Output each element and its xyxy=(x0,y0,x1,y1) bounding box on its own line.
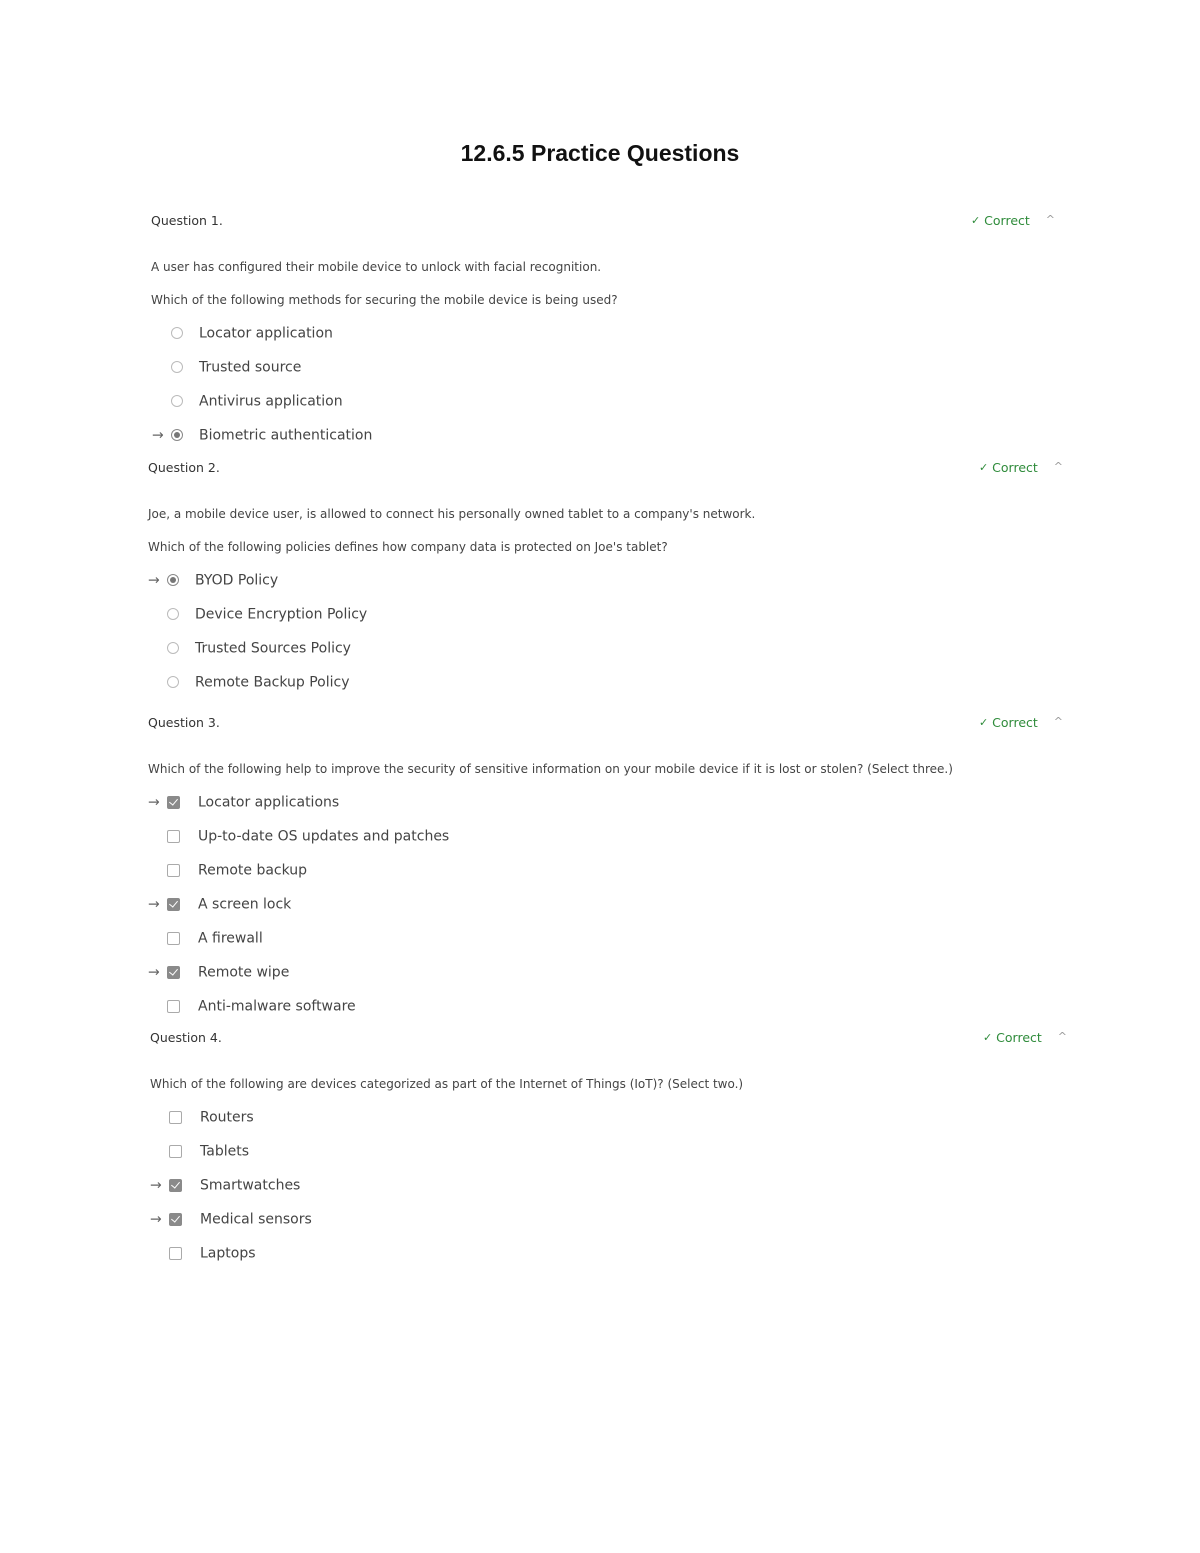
checkbox[interactable] xyxy=(167,864,180,877)
status-label: Correct xyxy=(992,460,1038,475)
question-prompt: Which of the following methods for securing the mobile device is being used? xyxy=(151,293,618,307)
answer-options xyxy=(150,1101,1060,1271)
question-text: A user has configured their mobile device to unlock with facial recognition. xyxy=(151,260,602,274)
chevron-up-icon: ^ xyxy=(1057,1030,1067,1043)
option-label: Biometric authentication xyxy=(199,427,373,444)
checkbox[interactable] xyxy=(167,932,180,945)
check-icon: ✓ xyxy=(982,1031,993,1044)
answer-option[interactable] xyxy=(148,888,1058,922)
arrow-right-icon: → xyxy=(150,1177,162,1194)
option-label: Tablets xyxy=(200,1143,249,1160)
checkbox[interactable] xyxy=(167,1000,180,1013)
option-label: Locator application xyxy=(199,325,333,342)
radio-button[interactable] xyxy=(171,361,183,373)
answer-options xyxy=(148,564,1058,700)
option-label: Anti-malware software xyxy=(198,998,356,1015)
check-icon: ✓ xyxy=(978,716,989,729)
radio-button[interactable] xyxy=(171,327,183,339)
answer-option[interactable] xyxy=(150,1169,1060,1203)
question-number: Question 2. xyxy=(148,460,220,475)
option-label: Remote Backup Policy xyxy=(195,674,350,691)
option-label: BYOD Policy xyxy=(195,572,279,589)
question-status-toggle[interactable] xyxy=(983,1030,1067,1045)
answer-option[interactable] xyxy=(148,598,1058,632)
chevron-up-icon: ^ xyxy=(1053,715,1063,728)
answer-option[interactable] xyxy=(150,1203,1060,1237)
question-status-toggle[interactable] xyxy=(979,460,1063,475)
option-label: Trusted source xyxy=(199,359,302,376)
chevron-up-icon: ^ xyxy=(1053,460,1063,473)
question-header xyxy=(151,213,1061,233)
radio-button[interactable] xyxy=(167,676,179,688)
question-number: Question 4. xyxy=(150,1030,222,1045)
option-label: Smartwatches xyxy=(200,1177,301,1194)
answer-option[interactable] xyxy=(148,922,1058,956)
page-title: 12.6.5 Practice Questions xyxy=(460,140,740,166)
question-status-toggle[interactable] xyxy=(971,213,1055,228)
arrow-right-icon: → xyxy=(148,896,160,913)
status-label: Correct xyxy=(984,213,1030,228)
checkbox[interactable] xyxy=(167,898,180,911)
checkbox[interactable] xyxy=(169,1247,182,1260)
answer-option[interactable] xyxy=(150,1101,1060,1135)
arrow-right-icon: → xyxy=(148,572,160,589)
answer-option[interactable] xyxy=(152,385,1062,419)
radio-button[interactable] xyxy=(167,574,179,586)
option-label: Laptops xyxy=(200,1245,256,1262)
option-label: A firewall xyxy=(198,930,263,947)
checkbox[interactable] xyxy=(169,1179,182,1192)
question-prompt: Which of the following are devices categorized as part of the Internet of Things (IoT)? (Select two.) xyxy=(150,1077,744,1091)
check-icon: ✓ xyxy=(970,214,981,227)
checkbox[interactable] xyxy=(167,830,180,843)
option-label: Remote backup xyxy=(198,862,308,879)
option-label: Device Encryption Policy xyxy=(195,606,368,623)
question-header xyxy=(148,715,1063,735)
answer-option[interactable] xyxy=(148,820,1058,854)
question-status-toggle[interactable] xyxy=(979,715,1063,730)
answer-option[interactable] xyxy=(148,956,1058,990)
checkbox[interactable] xyxy=(169,1111,182,1124)
checkbox[interactable] xyxy=(169,1145,182,1158)
chevron-up-icon: ^ xyxy=(1045,213,1055,226)
question-1 xyxy=(151,213,1061,453)
arrow-right-icon: → xyxy=(148,794,160,811)
radio-button[interactable] xyxy=(167,642,179,654)
question-4 xyxy=(150,1030,1067,1271)
option-label: A screen lock xyxy=(198,896,292,913)
answer-options xyxy=(152,317,1062,453)
question-number: Question 3. xyxy=(148,715,220,730)
answer-option[interactable] xyxy=(148,632,1058,666)
answer-option[interactable] xyxy=(152,351,1062,385)
answer-option[interactable] xyxy=(148,786,1058,820)
answer-option[interactable] xyxy=(148,666,1058,700)
option-label: Routers xyxy=(200,1109,254,1126)
option-label: Antivirus application xyxy=(199,393,343,410)
option-label: Up-to-date OS updates and patches xyxy=(198,828,450,845)
checkbox[interactable] xyxy=(167,966,180,979)
status-label: Correct xyxy=(992,715,1038,730)
answer-option[interactable] xyxy=(148,854,1058,888)
answer-option[interactable] xyxy=(150,1237,1060,1271)
status-label: Correct xyxy=(996,1030,1042,1045)
answer-option[interactable] xyxy=(148,564,1058,598)
option-label: Locator applications xyxy=(198,794,340,811)
option-label: Medical sensors xyxy=(200,1211,312,1228)
question-prompt: Which of the following help to improve the security of sensitive information on your mobile device if it is lost or stolen? (Select three.) xyxy=(148,762,953,776)
arrow-right-icon: → xyxy=(150,1211,162,1228)
arrow-right-icon: → xyxy=(152,427,164,444)
radio-button[interactable] xyxy=(167,608,179,620)
answer-option[interactable] xyxy=(152,317,1062,351)
arrow-right-icon: → xyxy=(148,964,160,981)
radio-button[interactable] xyxy=(171,395,183,407)
question-text: Joe, a mobile device user, is allowed to connect his personally owned tablet to a company's network. xyxy=(148,507,756,521)
answer-option[interactable] xyxy=(148,990,1058,1024)
question-number: Question 1. xyxy=(151,213,223,228)
answer-option[interactable] xyxy=(150,1135,1060,1169)
answer-options xyxy=(148,786,1058,1024)
question-header xyxy=(148,460,1063,480)
radio-button[interactable] xyxy=(171,429,183,441)
checkbox[interactable] xyxy=(169,1213,182,1226)
option-label: Remote wipe xyxy=(198,964,290,981)
check-icon: ✓ xyxy=(978,461,989,474)
option-label: Trusted Sources Policy xyxy=(195,640,351,657)
checkbox[interactable] xyxy=(167,796,180,809)
answer-option[interactable] xyxy=(152,419,1062,453)
question-3 xyxy=(148,715,1063,1024)
question-2 xyxy=(148,460,1063,700)
question-prompt: Which of the following policies defines how company data is protected on Joe's tablet? xyxy=(148,540,668,554)
question-header xyxy=(150,1030,1067,1050)
